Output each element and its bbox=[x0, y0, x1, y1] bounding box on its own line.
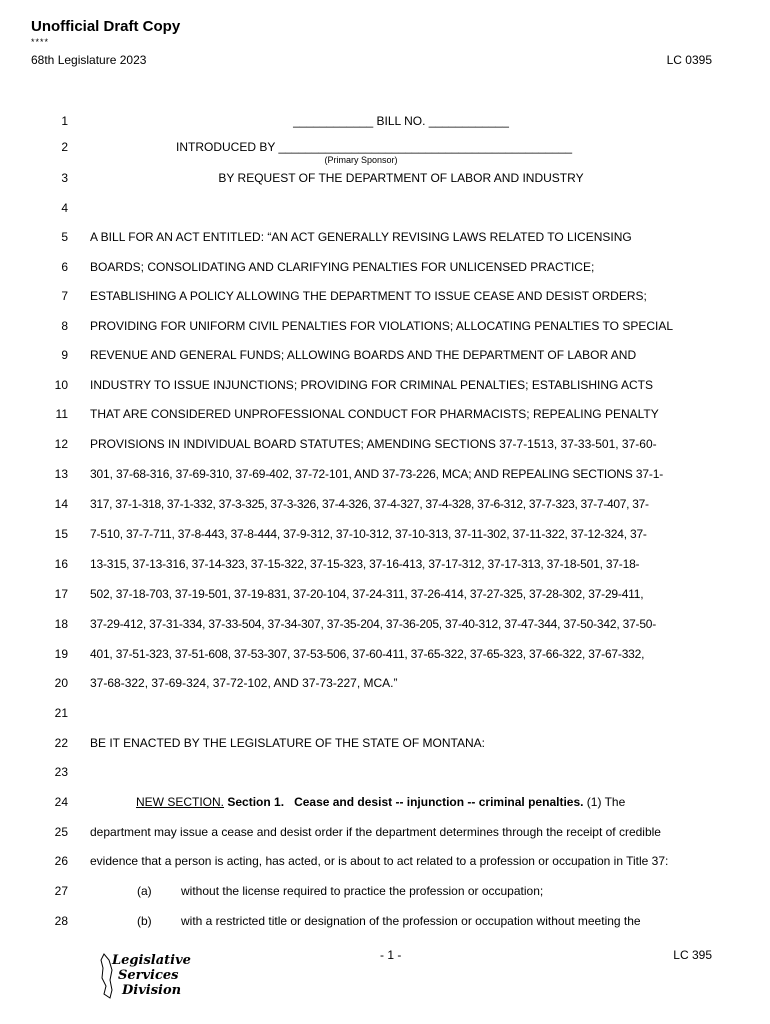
line-number: 24 bbox=[54, 795, 68, 809]
title-line: ESTABLISHING A POLICY ALLOWING THE DEPARTMENT TO ISSUE CEASE AND DESIST ORDERS; bbox=[90, 289, 647, 303]
line-number: 6 bbox=[61, 260, 68, 274]
section-intro: (1) The bbox=[583, 795, 626, 809]
bill-number-line: ____________ BILL NO. ____________ bbox=[293, 114, 509, 128]
line-number: 13 bbox=[54, 467, 68, 481]
line-number: 28 bbox=[54, 914, 68, 928]
line-number: 21 bbox=[54, 706, 68, 720]
line-number: 10 bbox=[54, 378, 68, 392]
item-b-text: with a restricted title or designation of the profession or occupation without meeting the bbox=[181, 914, 641, 928]
line-number: 8 bbox=[61, 319, 68, 333]
draft-title: Unofficial Draft Copy bbox=[31, 18, 181, 35]
line-number: 25 bbox=[54, 825, 68, 839]
line-number: 26 bbox=[54, 854, 68, 868]
line-number: 2 bbox=[61, 140, 68, 154]
title-line: 7-510, 37-7-711, 37-8-443, 37-8-444, 37-9-312, 37-10-312, 37-10-313, 37-11-302, 37-11-322, 37-12-324, 37- bbox=[90, 527, 647, 541]
title-line: INDUSTRY TO ISSUE INJUNCTIONS; PROVIDING FOR CRIMINAL PENALTIES; ESTABLISHING ACTS bbox=[90, 378, 653, 392]
section-label: Section 1. bbox=[227, 795, 285, 809]
line-number: 18 bbox=[54, 617, 68, 631]
line-number: 16 bbox=[54, 557, 68, 571]
legislative-services-logo bbox=[98, 950, 198, 1000]
lc-number-footer: LC 395 bbox=[673, 948, 712, 962]
title-line: 401, 37-51-323, 37-51-608, 37-53-307, 37-53-506, 37-60-411, 37-65-322, 37-65-323, 37-66-322, 37-67-332, bbox=[90, 647, 645, 661]
logo-line-2: Services bbox=[118, 968, 179, 983]
section-text-line: department may issue a cease and desist order if the department determines through the receipt of credible bbox=[90, 825, 661, 839]
line-number: 22 bbox=[54, 736, 68, 750]
logo-line-3: Division bbox=[122, 983, 182, 998]
item-a-text: without the license required to practice the profession or occupation; bbox=[181, 884, 544, 898]
line-number: 4 bbox=[61, 201, 68, 215]
line-number: 15 bbox=[54, 527, 68, 541]
section-heading: Cease and desist -- injunction -- criminal penalties. bbox=[294, 795, 584, 809]
request-line: BY REQUEST OF THE DEPARTMENT OF LABOR AND INDUSTRY bbox=[218, 171, 584, 185]
new-section-label: NEW SECTION. bbox=[136, 795, 225, 809]
page-number: - 1 - bbox=[380, 948, 402, 962]
title-line: BOARDS; CONSOLIDATING AND CLARIFYING PENALTIES FOR UNLICENSED PRACTICE; bbox=[90, 260, 595, 274]
title-line: 301, 37-68-316, 37-69-310, 37-69-402, 37-72-101, AND 37-73-226, MCA; AND REPEALING SECTIONS 37-1- bbox=[90, 467, 664, 481]
item-a-letter: (a) bbox=[137, 884, 152, 898]
lc-number-top: LC 0395 bbox=[666, 53, 712, 67]
line-number: 20 bbox=[54, 676, 68, 690]
line-number: 12 bbox=[54, 437, 68, 451]
enacting-clause: BE IT ENACTED BY THE LEGISLATURE OF THE STATE OF MONTANA: bbox=[90, 736, 485, 750]
section-text-line: evidence that a person is acting, has acted, or is about to act related to a profession or occupation in Title 37: bbox=[90, 854, 669, 868]
primary-sponsor-label: (Primary Sponsor) bbox=[324, 155, 398, 165]
line-number: 27 bbox=[54, 884, 68, 898]
title-line: 13-315, 37-13-316, 37-14-323, 37-15-322, 37-15-323, 37-16-413, 37-17-312, 37-17-313, 37-18-501, 37-18- bbox=[90, 557, 640, 571]
item-b-letter: (b) bbox=[137, 914, 152, 928]
line-number: 9 bbox=[61, 348, 68, 362]
introduced-by-line: INTRODUCED BY ____________________________________________ bbox=[176, 140, 573, 154]
title-line: PROVISIONS IN INDIVIDUAL BOARD STATUTES; AMENDING SECTIONS 37-7-1513, 37-33-501, 37-60- bbox=[90, 437, 657, 451]
line-number: 3 bbox=[61, 171, 68, 185]
title-line: PROVIDING FOR UNIFORM CIVIL PENALTIES FOR VIOLATIONS; ALLOCATING PENALTIES TO SPECIAL bbox=[90, 319, 674, 333]
line-number: 17 bbox=[54, 587, 68, 601]
title-line: REVENUE AND GENERAL FUNDS; ALLOWING BOARDS AND THE DEPARTMENT OF LABOR AND bbox=[90, 348, 637, 362]
logo-line-1: Legislative bbox=[112, 953, 191, 968]
title-line: 317, 37-1-318, 37-1-332, 37-3-325, 37-3-326, 37-4-326, 37-4-327, 37-4-328, 37-6-312, 37-7-323, 37-7-407, 37- bbox=[90, 497, 649, 511]
section-1-heading-line bbox=[90, 795, 714, 809]
title-line: THAT ARE CONSIDERED UNPROFESSIONAL CONDUCT FOR PHARMACISTS; REPEALING PENALTY bbox=[90, 407, 659, 421]
title-line: 37-29-412, 37-31-334, 37-33-504, 37-34-307, 37-35-204, 37-36-205, 37-40-312, 37-47-344, 37-50-342, 37-50- bbox=[90, 617, 657, 631]
title-line: 502, 37-18-703, 37-19-501, 37-19-831, 37-20-104, 37-24-311, 37-26-414, 37-27-325, 37-28-302, 37-29-411, bbox=[90, 587, 644, 601]
draft-stars: **** bbox=[31, 37, 50, 47]
line-number: 1 bbox=[61, 114, 68, 128]
title-line: A BILL FOR AN ACT ENTITLED: “AN ACT GENERALLY REVISING LAWS RELATED TO LICENSING bbox=[90, 230, 632, 244]
line-number: 14 bbox=[54, 497, 68, 511]
title-line: 37-68-322, 37-69-324, 37-72-102, AND 37-73-227, MCA.” bbox=[90, 676, 398, 690]
line-number: 19 bbox=[54, 647, 68, 661]
line-number: 11 bbox=[55, 407, 68, 421]
line-number: 23 bbox=[54, 765, 68, 779]
legislature-label: 68th Legislature 2023 bbox=[31, 53, 147, 67]
line-number: 5 bbox=[61, 230, 68, 244]
line-number: 7 bbox=[61, 289, 68, 303]
